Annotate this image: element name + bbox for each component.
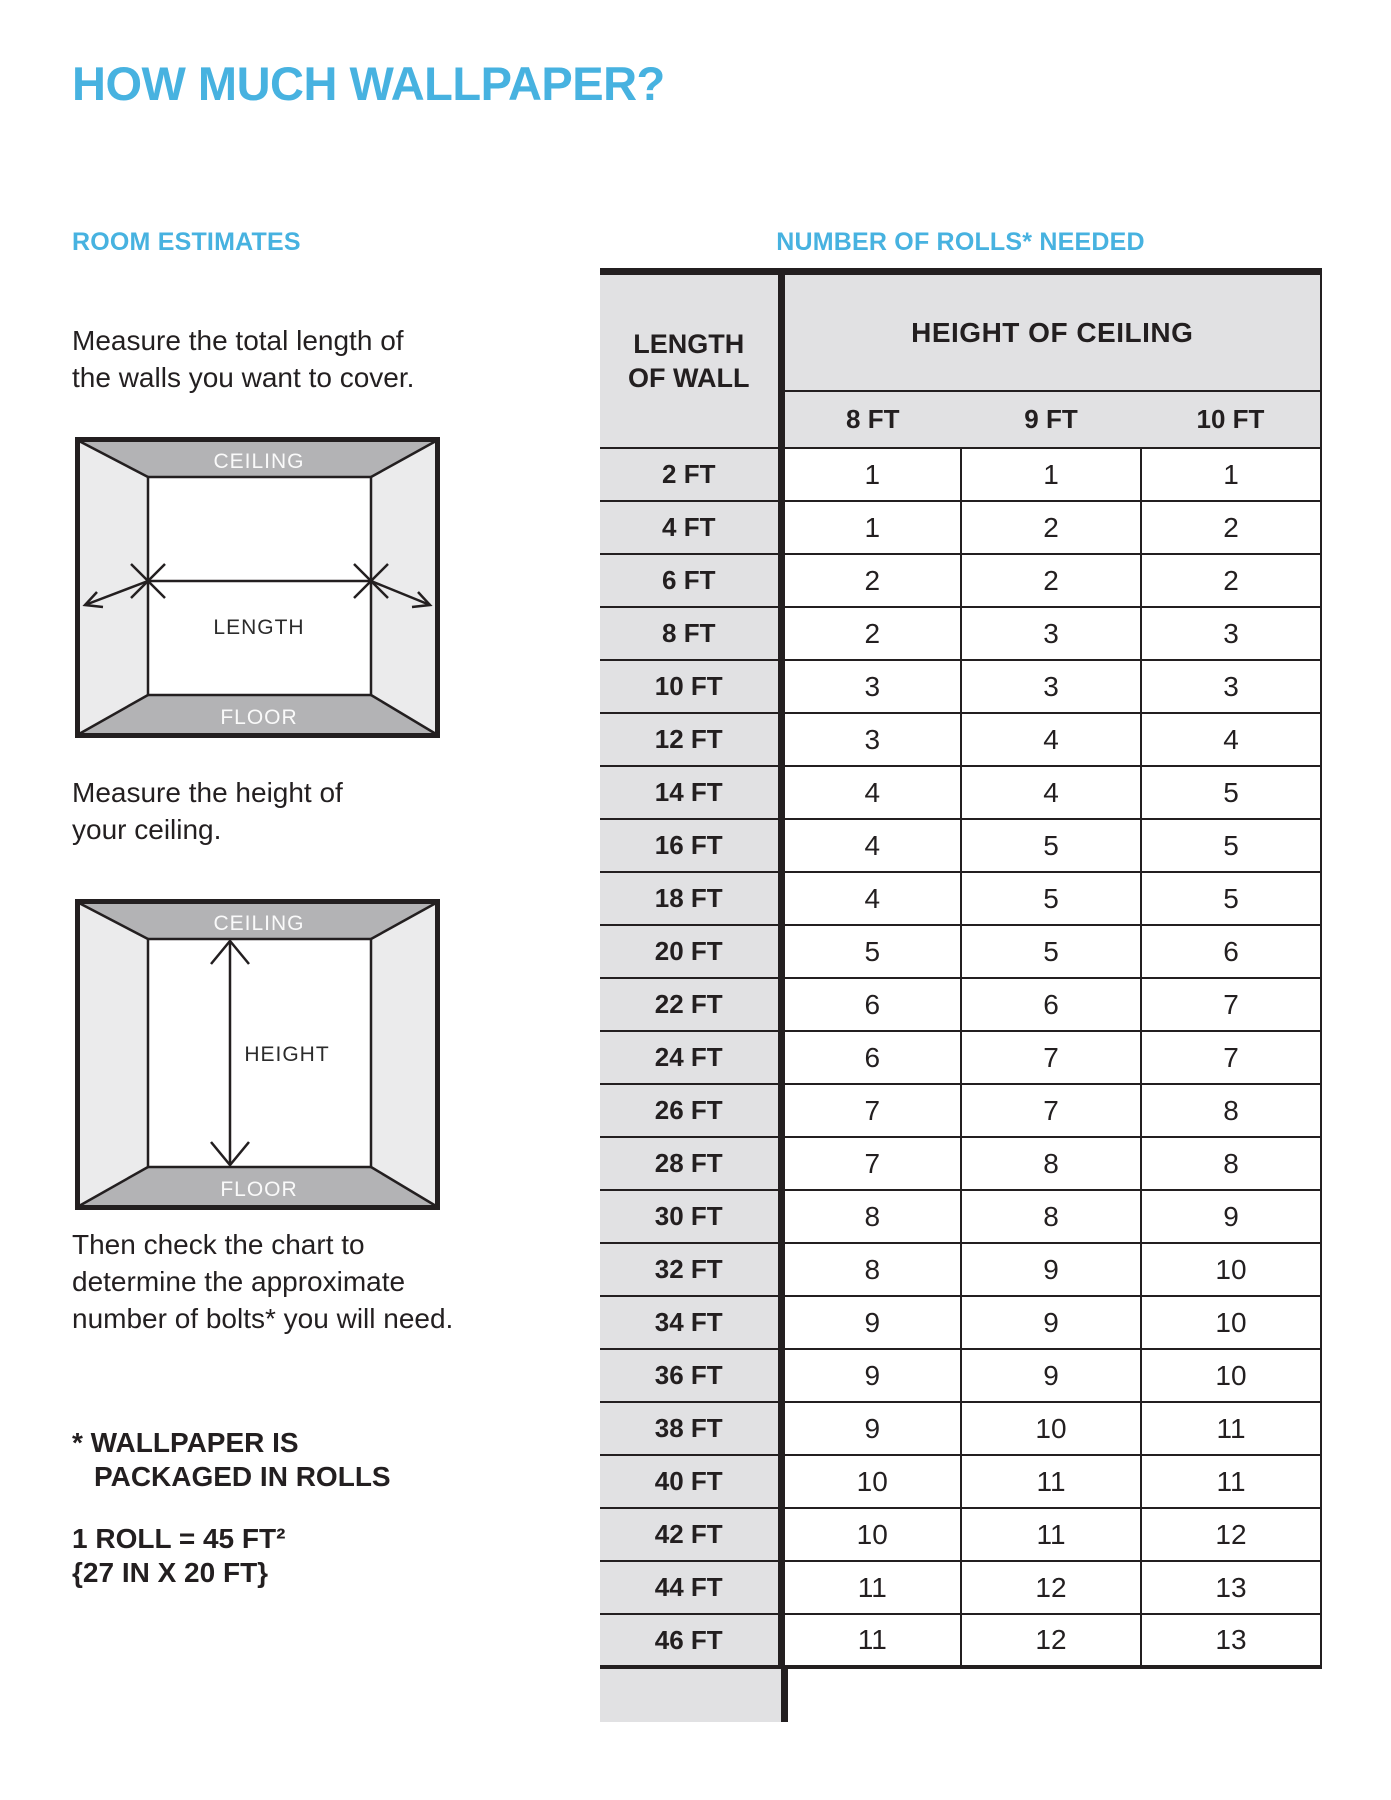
roll-count-cell: 13 [1141,1561,1321,1614]
row-label: 36 FT [600,1349,781,1402]
row-label: 14 FT [600,766,781,819]
roll-count-cell: 2 [961,554,1141,607]
text-line: number of bolts* you will need. [72,1303,454,1334]
roll-count-cell: 9 [961,1349,1141,1402]
roll-count-cell: 5 [1141,766,1321,819]
table-row [600,1243,1321,1296]
length-of-wall-header [600,272,781,449]
wallpaper-rolls-footnote [72,1426,391,1494]
roll-count-cell: 1 [961,448,1141,501]
table-row [600,554,1321,607]
header-line: LENGTH [633,329,745,359]
roll-count-cell: 3 [781,660,961,713]
roll-count-cell: 4 [781,872,961,925]
roll-count-cell: 7 [1141,978,1321,1031]
row-label: 40 FT [600,1455,781,1508]
roll-count-cell: 8 [961,1190,1141,1243]
text-line: 1 ROLL = 45 FT² [72,1523,286,1554]
row-label: 32 FT [600,1243,781,1296]
room-estimates-heading: ROOM ESTIMATES [72,228,301,256]
roll-count-cell: 4 [1141,713,1321,766]
instruction-measure-length [72,322,414,396]
row-label: 4 FT [600,501,781,554]
ceiling-label: CEILING [213,450,305,473]
roll-count-cell: 9 [961,1243,1141,1296]
row-label: 10 FT [600,660,781,713]
height-dimension-label: HEIGHT [244,1043,330,1066]
roll-count-cell: 1 [781,448,961,501]
roll-count-cell: 10 [1141,1296,1321,1349]
table-row [600,1349,1321,1402]
row-label: 16 FT [600,819,781,872]
row-label: 20 FT [600,925,781,978]
roll-count-cell: 13 [1141,1614,1321,1667]
rolls-table-wrap [600,268,1321,1722]
table-row [600,713,1321,766]
text-line: * WALLPAPER IS [72,1427,299,1458]
height-of-ceiling-header: HEIGHT OF CEILING [781,272,1321,392]
roll-count-cell: 5 [781,925,961,978]
roll-count-cell: 8 [961,1137,1141,1190]
roll-count-cell: 8 [781,1190,961,1243]
table-row [600,1561,1321,1614]
table-row [600,501,1321,554]
table-row [600,1084,1321,1137]
roll-count-cell: 2 [1141,554,1321,607]
table-row [600,448,1321,501]
roll-count-cell: 11 [781,1614,961,1667]
row-label: 24 FT [600,1031,781,1084]
room-length-diagram [75,437,440,738]
right-wall-surface [371,903,436,1206]
instruction-check-chart [72,1226,453,1337]
text-line: Then check the chart to [72,1229,365,1260]
roll-count-cell: 4 [961,766,1141,819]
row-label: 22 FT [600,978,781,1031]
table-row [600,1190,1321,1243]
table-row [600,978,1321,1031]
page-title: HOW MUCH WALLPAPER? [72,57,665,110]
stub-gray-cell [600,1669,781,1722]
row-label: 8 FT [600,607,781,660]
row-label: 30 FT [600,1190,781,1243]
table-row [600,1137,1321,1190]
table-row [600,872,1321,925]
roll-count-cell: 1 [781,501,961,554]
roll-count-cell: 12 [1141,1508,1321,1561]
roll-count-cell: 9 [961,1296,1141,1349]
table-bottom-stub [600,1669,1321,1722]
length-dimension-label: LENGTH [213,616,305,639]
roll-count-cell: 11 [1141,1455,1321,1508]
table-body [600,448,1321,1667]
row-label: 12 FT [600,713,781,766]
roll-count-cell: 10 [1141,1243,1321,1296]
roll-count-cell: 5 [961,819,1141,872]
roll-count-cell: 7 [781,1137,961,1190]
roll-count-cell: 6 [1141,925,1321,978]
roll-count-cell: 9 [781,1402,961,1455]
roll-count-cell: 2 [961,501,1141,554]
roll-count-cell: 11 [1141,1402,1321,1455]
roll-count-cell: 9 [781,1349,961,1402]
group-header-row [600,272,1321,392]
roll-count-cell: 11 [961,1508,1141,1561]
roll-count-cell: 11 [961,1455,1141,1508]
table-row [600,1508,1321,1561]
roll-count-cell: 5 [1141,872,1321,925]
roll-count-cell: 4 [781,766,961,819]
roll-count-cell: 11 [781,1561,961,1614]
col-header-8ft: 8 FT [781,391,961,448]
back-wall [148,477,371,695]
left-wall-surface [79,441,148,734]
roll-count-cell: 8 [1141,1084,1321,1137]
roll-count-cell: 4 [961,713,1141,766]
roll-count-cell: 9 [1141,1190,1321,1243]
row-label: 6 FT [600,554,781,607]
text-line: the walls you want to cover. [72,362,415,393]
roll-count-cell: 3 [961,660,1141,713]
row-label: 34 FT [600,1296,781,1349]
roll-size-info [72,1522,285,1590]
table-row [600,1614,1321,1667]
roll-count-cell: 7 [781,1084,961,1137]
floor-label: FLOOR [220,1178,298,1201]
room-height-diagram [75,899,440,1210]
right-wall-surface [371,441,436,734]
roll-count-cell: 10 [1141,1349,1321,1402]
roll-count-cell: 10 [781,1508,961,1561]
table-row [600,607,1321,660]
row-label: 26 FT [600,1084,781,1137]
roll-count-cell: 6 [781,978,961,1031]
text-line: your ceiling. [72,814,222,845]
row-label: 46 FT [600,1614,781,1667]
text-line: PACKAGED IN ROLLS [94,1461,391,1492]
roll-count-cell: 12 [961,1614,1141,1667]
roll-count-cell: 3 [781,713,961,766]
stub-separator [781,1669,788,1722]
table-row [600,1455,1321,1508]
roll-count-cell: 6 [961,978,1141,1031]
roll-count-cell: 12 [961,1561,1141,1614]
header-line: OF WALL [628,363,750,393]
table-row [600,660,1321,713]
table-row [600,925,1321,978]
instruction-measure-height [72,774,343,848]
roll-count-cell: 6 [781,1031,961,1084]
table-row [600,1296,1321,1349]
text-line: {27 IN X 20 FT} [72,1557,269,1588]
roll-count-cell: 2 [1141,501,1321,554]
rolls-needed-heading: NUMBER OF ROLLS* NEEDED [776,228,1145,256]
text-line: Measure the height of [72,777,343,808]
col-header-9ft: 9 FT [961,391,1141,448]
roll-count-cell: 10 [961,1402,1141,1455]
table-row [600,819,1321,872]
roll-count-cell: 1 [1141,448,1321,501]
roll-count-cell: 3 [961,607,1141,660]
roll-count-cell: 3 [1141,607,1321,660]
floor-label: FLOOR [220,706,298,729]
rolls-needed-table [600,268,1322,1669]
row-label: 28 FT [600,1137,781,1190]
roll-count-cell: 7 [961,1031,1141,1084]
roll-count-cell: 4 [781,819,961,872]
row-label: 38 FT [600,1402,781,1455]
table-row [600,766,1321,819]
roll-count-cell: 5 [961,925,1141,978]
roll-count-cell: 5 [1141,819,1321,872]
row-label: 18 FT [600,872,781,925]
row-label: 42 FT [600,1508,781,1561]
roll-count-cell: 10 [781,1455,961,1508]
roll-count-cell: 5 [961,872,1141,925]
roll-count-cell: 7 [961,1084,1141,1137]
roll-count-cell: 2 [781,554,961,607]
roll-count-cell: 9 [781,1296,961,1349]
text-line: determine the approximate [72,1266,406,1297]
roll-count-cell: 3 [1141,660,1321,713]
roll-count-cell: 8 [781,1243,961,1296]
ceiling-label: CEILING [213,912,305,935]
col-header-10ft: 10 FT [1141,391,1321,448]
table-row [600,1402,1321,1455]
left-wall-surface [79,903,148,1206]
text-line: Measure the total length of [72,325,404,356]
row-label: 2 FT [600,448,781,501]
row-label: 44 FT [600,1561,781,1614]
roll-count-cell: 2 [781,607,961,660]
table-row [600,1031,1321,1084]
roll-count-cell: 8 [1141,1137,1321,1190]
roll-count-cell: 7 [1141,1031,1321,1084]
